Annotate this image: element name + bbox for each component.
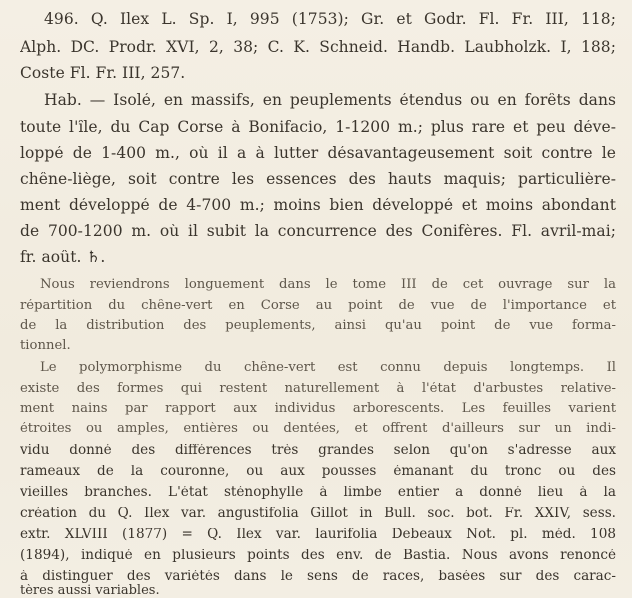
habitat-line: fr. août. ♄. (20, 250, 106, 266)
note-line: vidu donné des différences très grandes selon qu'on s'adresse aux (20, 444, 616, 458)
habitat-line: Hab. — Isolé, en massifs, en peuplements étendus ou en forêts dans (44, 93, 616, 109)
note-line: tionnel. (20, 339, 71, 353)
note-line: ment nains par rapport aux individus arborescents. Les feuilles varient (20, 402, 616, 416)
note-line: vieilles branches. L'état sténophylle à limbe entier a donné lieu à la (20, 486, 616, 500)
habitat-line: chêne-liège, soit contre les essences des hauts maquis; particulière- (20, 172, 616, 188)
note-line: tères aussi variables. (20, 584, 160, 597)
note-line: répartition du chêne-vert en Corse au point de vue de l'importance et (20, 299, 616, 313)
entry-line: Coste Fl. Fr. III, 257. (20, 66, 186, 82)
habitat-line: ment développé de 4-700 m.; moins bien développé et moins abondant (20, 198, 616, 214)
note-line: à distinguer des variétés dans le sens de races, basées sur des carac- (20, 570, 616, 584)
habitat-line: de 700-1200 m. où il subit la concurrence des Conifères. Fl. avril-mai; (20, 224, 616, 240)
note-line: création du Q. Ilex var. angustifolia Gillot in Bull. soc. bot. Fr. XXIV, sess. (20, 507, 616, 521)
habitat-line: loppé de 1-400 m., où il a à lutter désavantageusement soit contre le (20, 146, 616, 162)
entry-line: Alph. DC. Prodr. XVI, 2, 38; C. K. Schneid. Handb. Laubholzk. I, 188; (20, 40, 616, 56)
note-line: étroites ou amples, entières ou dentées, et offrent d'ailleurs sur un indi- (20, 422, 616, 436)
habitat-line: toute l'île, du Cap Corse à Bonifacio, 1-1200 m.; plus rare et peu déve- (20, 120, 616, 136)
note-line: existe des formes qui restent naturellement à l'état d'arbustes relative- (20, 382, 616, 396)
entry-line: 496. Q. Ilex L. Sp. I, 995 (1753); Gr. et Godr. Fl. Fr. III, 118; (44, 12, 616, 28)
note-line: rameaux de la couronne, ou aux pousses émanant du tronc ou des (20, 465, 616, 479)
note-line: extr. XLVIII (1877) = Q. Ilex var. laurifolia Debeaux Not. pl. méd. 108 (20, 528, 616, 542)
note-line: (1894), indiqué en plusieurs points des env. de Bastia. Nous avons renoncé (20, 549, 616, 563)
note-line: Le polymorphisme du chêne-vert est connu depuis longtemps. Il (40, 361, 616, 375)
note-line: Nous reviendrons longuement dans le tome III de cet ouvrage sur la (40, 278, 616, 292)
note-line: de la distribution des peuplements, ainsi qu'au point de vue forma- (20, 319, 616, 333)
